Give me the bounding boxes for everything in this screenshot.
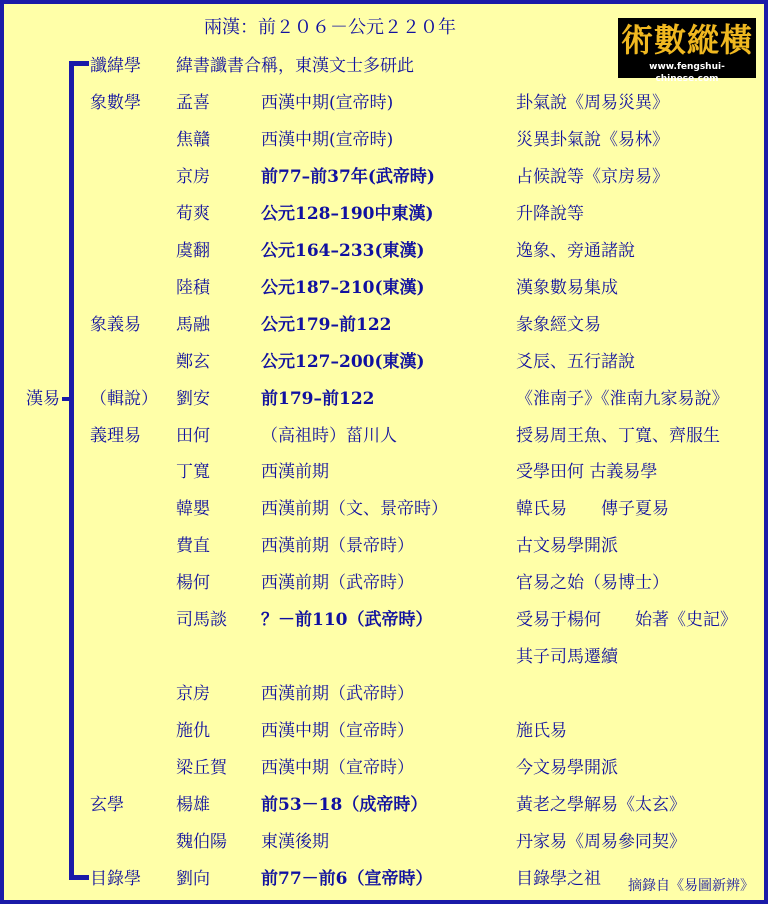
person-name: 荀爽 (176, 204, 210, 224)
work-text: 爻辰、五行諸說 (516, 352, 635, 372)
person-name: 費直 (176, 536, 210, 556)
work-text: 今文易學開派 (516, 758, 618, 778)
logo-url: www.fengshui-chinese.com (649, 62, 725, 84)
period-text: 西漢前期 (261, 462, 329, 482)
period-text: 前77－前6（宣帝時） (261, 869, 433, 889)
person-name: 韓嬰 (176, 499, 210, 519)
root-label: 漢易 (26, 389, 60, 409)
work-text: 受學田何 古義易學 (516, 462, 658, 482)
category-label: 義理易 (90, 426, 141, 446)
period-text: （高祖時）菑川人 (261, 426, 397, 446)
bracket-top (69, 61, 89, 66)
period-text: 公元128–190中東漢) (261, 204, 434, 224)
period-text: 公元187–210(東漢) (261, 278, 425, 298)
category-label: 象數學 (90, 93, 141, 113)
bracket-vertical (69, 61, 74, 880)
diagram-title: 兩漢：前２０６－公元２２０年 (204, 17, 456, 38)
work-text: 其子司馬遷續 (516, 647, 618, 667)
period-text: 公元164–233(東漢) (261, 241, 425, 261)
period-text: 西漢中期(宣帝時) (261, 93, 394, 113)
work-text: 彖象經文易 (516, 315, 601, 335)
period-text: 西漢中期(宣帝時) (261, 130, 394, 150)
category-label: 目錄學 (90, 869, 141, 889)
site-logo (618, 18, 756, 84)
work-text: 施氏易 (516, 721, 567, 741)
person-name: 京房 (176, 684, 210, 704)
logo-text: 術數縱橫 (620, 21, 753, 59)
person-name: 劉安 (176, 389, 210, 409)
work-text: 升降說等 (516, 204, 584, 224)
category-label: 讖緯學 (90, 56, 141, 76)
person-name: 楊何 (176, 573, 210, 593)
work-text: 災異卦氣說《易林》 (516, 130, 669, 150)
period-text: 公元127–200(東漢) (261, 352, 425, 372)
person-name: 馬融 (176, 315, 210, 335)
work-text: 漢象數易集成 (516, 278, 618, 298)
period-text: 西漢前期（文、景帝時） (261, 499, 448, 519)
person-name: 京房 (176, 167, 210, 187)
work-text: 韓氏易 傳子夏易 (516, 499, 669, 519)
category-label: （輯說） (90, 389, 158, 409)
work-text: 卦氣說《周易災異》 (516, 93, 669, 113)
person-name: 施仇 (176, 721, 210, 741)
description-text: 緯書讖書合稱，東漢文士多研此 (176, 56, 414, 76)
period-text: 前179–前122 (261, 389, 375, 409)
person-name: 孟喜 (176, 93, 210, 113)
person-name: 焦贛 (176, 130, 210, 150)
period-text: 西漢前期（武帝時） (261, 684, 414, 704)
period-text: 西漢前期（武帝時） (261, 573, 414, 593)
work-text: 古文易學開派 (516, 536, 618, 556)
category-label: 象義易 (90, 315, 141, 335)
person-name: 司馬談 (176, 610, 227, 630)
bracket-root-tick (62, 397, 70, 401)
period-text: 西漢前期（景帝時） (261, 536, 414, 556)
work-text: 逸象、旁通諸說 (516, 241, 635, 261)
period-text: 東漢後期 (261, 832, 329, 852)
period-text: 公元179–前122 (261, 315, 392, 335)
period-text: 西漢中期（宣帝時） (261, 758, 414, 778)
work-text: 受易于楊何 始著《史記》 (516, 610, 737, 630)
person-name: 鄭玄 (176, 352, 210, 372)
work-text: 授易周王魚、丁寬、齊服生 (516, 426, 720, 446)
period-text: 前53－18（成帝時） (261, 795, 428, 815)
period-text: 前77–前37年(武帝時) (261, 167, 435, 187)
person-name: 田何 (176, 426, 210, 446)
person-name: 楊雄 (176, 795, 210, 815)
work-text: 黃老之學解易《太玄》 (516, 795, 686, 815)
work-text: 丹家易《周易參同契》 (516, 832, 686, 852)
period-text: 西漢中期（宣帝時） (261, 721, 414, 741)
person-name: 劉向 (176, 869, 210, 889)
person-name: 梁丘賀 (176, 758, 227, 778)
bracket-bottom (69, 875, 89, 880)
category-label: 玄學 (90, 795, 124, 815)
person-name: 陸積 (176, 278, 210, 298)
period-text: ？－前110（武帝時） (261, 610, 433, 630)
source-note: 摘錄自《易圖新辨》 (628, 878, 754, 894)
person-name: 丁寬 (176, 462, 210, 482)
work-text: 官易之始（易博士） (516, 573, 669, 593)
work-text: 目錄學之祖 (516, 869, 601, 889)
work-text: 占候說等《京房易》 (516, 167, 669, 187)
person-name: 魏伯陽 (176, 832, 227, 852)
work-text: 《淮南子》《淮南九家易說》 (516, 389, 729, 409)
person-name: 虞翻 (176, 241, 210, 261)
